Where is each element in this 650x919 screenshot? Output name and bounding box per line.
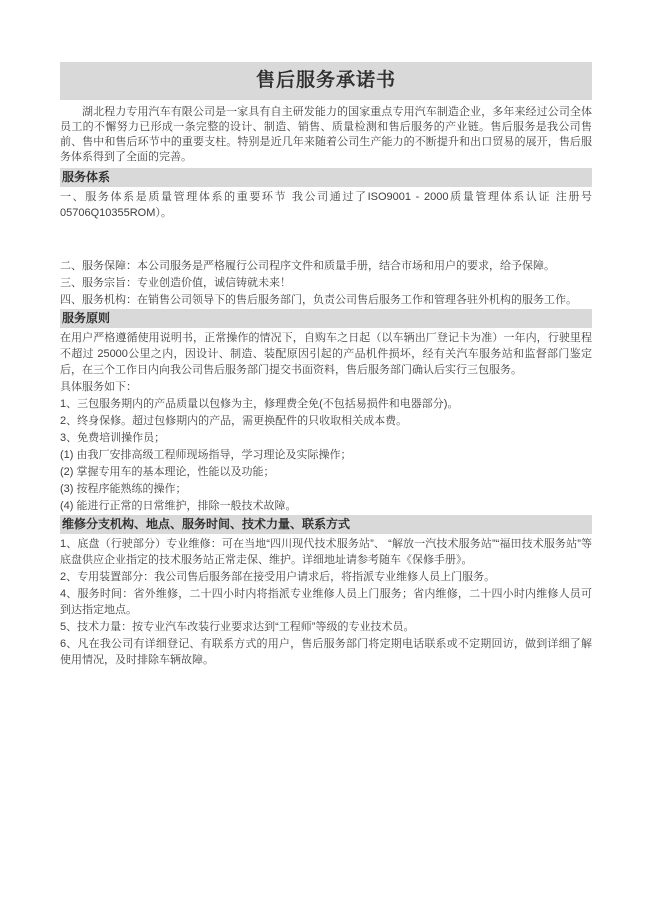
page-title: 售后服务承诺书: [255, 70, 396, 91]
text-line: 一、服务体系是质量管理体系的重要环节 我公司通过了ISO9001 - 2000质量管理体系认证 注册号05706Q10355ROM）。: [60, 191, 592, 219]
intro-paragraph: 湖北程力专用汽车有限公司是一家具有自主研发能力的国家重点专用汽车制造企业，多年来经过公司全体员工的不懈努力已形成一条完整的设计、制造、销售、质量检测和售后服务的产业链。售后服务是我公司售前、售中和售后环节中的重要支柱。特别是近几年来随着公司生产能力的不断提升和出口贸易的展开，售后服务体系得到了全面的完善。: [60, 106, 592, 163]
text-line: 4、服务时间：省外维修，二十四小时内将指派专业维修人员上门服务；省内维修，二十四小时内维修人员可到达指定地点。: [60, 588, 592, 616]
section-heading-service-system: 服务体系: [60, 168, 592, 187]
section-heading-service-principles: 服务原则: [60, 309, 592, 328]
text-line: 3、免费培训操作员；: [60, 432, 166, 444]
section-heading-repair-branches: 维修分支机构、地点、服务时间、技术力量、联系方式: [60, 515, 592, 534]
text-line: 具体服务如下：: [60, 381, 137, 393]
text-line: 2、专用装置部分：我公司售后服务部在接受用户请求后，将指派专业维修人员上门服务。: [60, 571, 496, 583]
text-line: 2、终身保修。超过包修期内的产品，需更换配件的只收取相关成本费。: [60, 415, 408, 427]
text-line: 三、服务宗旨：专业创造价值，诚信铸就未来！: [60, 277, 291, 289]
text-line: (3) 按程序能熟练的操作；: [60, 483, 187, 495]
text-line: (2) 掌握专用车的基本理论，性能以及功能；: [60, 466, 275, 478]
text-line: 5、技术力量：按专业汽车改装行业要求达到“工程师”等级的专业技术员。: [60, 621, 415, 633]
text-line: 6、凡在我公司有详细登记、有联系方式的用户，售后服务部门将定期电话联系或不定期回访，做到详细了解使用情况，及时排除车辆故障。: [60, 638, 592, 666]
text-line: 在用户严格遵循使用说明书，正常操作的情况下，自购车之日起（以车辆出厂登记卡为准）一年内，行驶里程不超过 25000公里之内，因设计、制造、装配原因引起的产品机件损坏，经有关汽车服务站和监督部门鉴定后，在三个工作日内向我公司售后服务部门提交书面资料，售后服务部门确认后实行三包服务。: [60, 332, 592, 376]
title-bar: [60, 62, 592, 100]
text-line: 四、服务机构：在销售公司领导下的售后服务部门，负责公司售后服务工作和管理各驻外机构的服务工作。: [60, 294, 577, 306]
text-line: 1、底盘（行驶部分）专业维修：可在当地“四川现代技术服务站”、 “解放一汽技术服务站”“福田技术服务站”等底盘供应企业指定的技术服务站正常走保、维护。详细地址请参考随车《保修手册》。: [60, 538, 592, 566]
text-line: 1、三包服务期内的产品质量以包修为主，修理费全免(不包括易损件和电器部分)。: [60, 398, 459, 410]
text-line: (1) 由我厂安排高级工程师现场指导，学习理论及实际操作；: [60, 449, 352, 461]
text-line: 二、服务保障：本公司服务是严格履行公司程序文件和质量手册，结合市场和用户的要求，给予保障。: [60, 260, 555, 272]
text-line: (4) 能进行正常的日常维护，排除一般技术故障。: [60, 500, 297, 512]
